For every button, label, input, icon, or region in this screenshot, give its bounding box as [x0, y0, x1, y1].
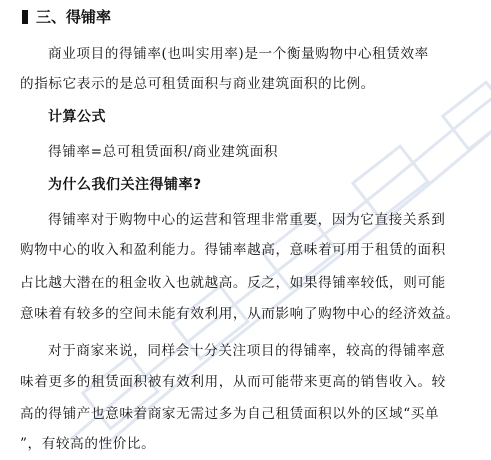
heading-bar-icon [22, 10, 28, 24]
paragraph-line: 对于商家来说，同样会十分关注项目的得铺率，较高的得铺率意 [48, 343, 446, 359]
paragraph-line: 意味着有较多的空间未能有效利用，从而影响了购物中心的经济效益。 [20, 306, 461, 322]
paragraph-line: 高的得铺产也意味着商家无需过多为自己租赁面积以外的区域“买单 [20, 406, 440, 422]
subheading-formula: 计算公式 [48, 109, 106, 125]
paragraph-line: 味着更多的租赁面积被有效利用，从而可能带来更高的销售收入。较 [20, 374, 446, 390]
subheading-why: 为什么我们关注得铺率? [48, 177, 202, 193]
paragraph-line: 占比越大潜在的租金收入也就越高。反之，如果得铺率较低，则可能 [20, 275, 446, 291]
paragraph-line: 商业项目的得铺率(也叫实用率)是一个衡量购物中心租赁效率 [48, 46, 429, 62]
section-heading [22, 6, 111, 27]
paragraph-line: 得铺率对于购物中心的运营和管理非常重要，因为它直接关系到 [48, 212, 446, 228]
formula-line: 得铺率=总可租赁面积/商业建筑面积 [48, 144, 279, 160]
paragraph-line: 购物中心的收入和盈利能力。得铺率越高，意味着可用于租赁的面积 [20, 242, 446, 258]
paragraph-line: 的指标它表示的是总可租赁面积与商业建筑面积的比例。 [20, 76, 375, 92]
heading-text: 三、得铺率 [36, 8, 112, 26]
paragraph-line: ”，有较高的性价比。 [20, 436, 156, 452]
